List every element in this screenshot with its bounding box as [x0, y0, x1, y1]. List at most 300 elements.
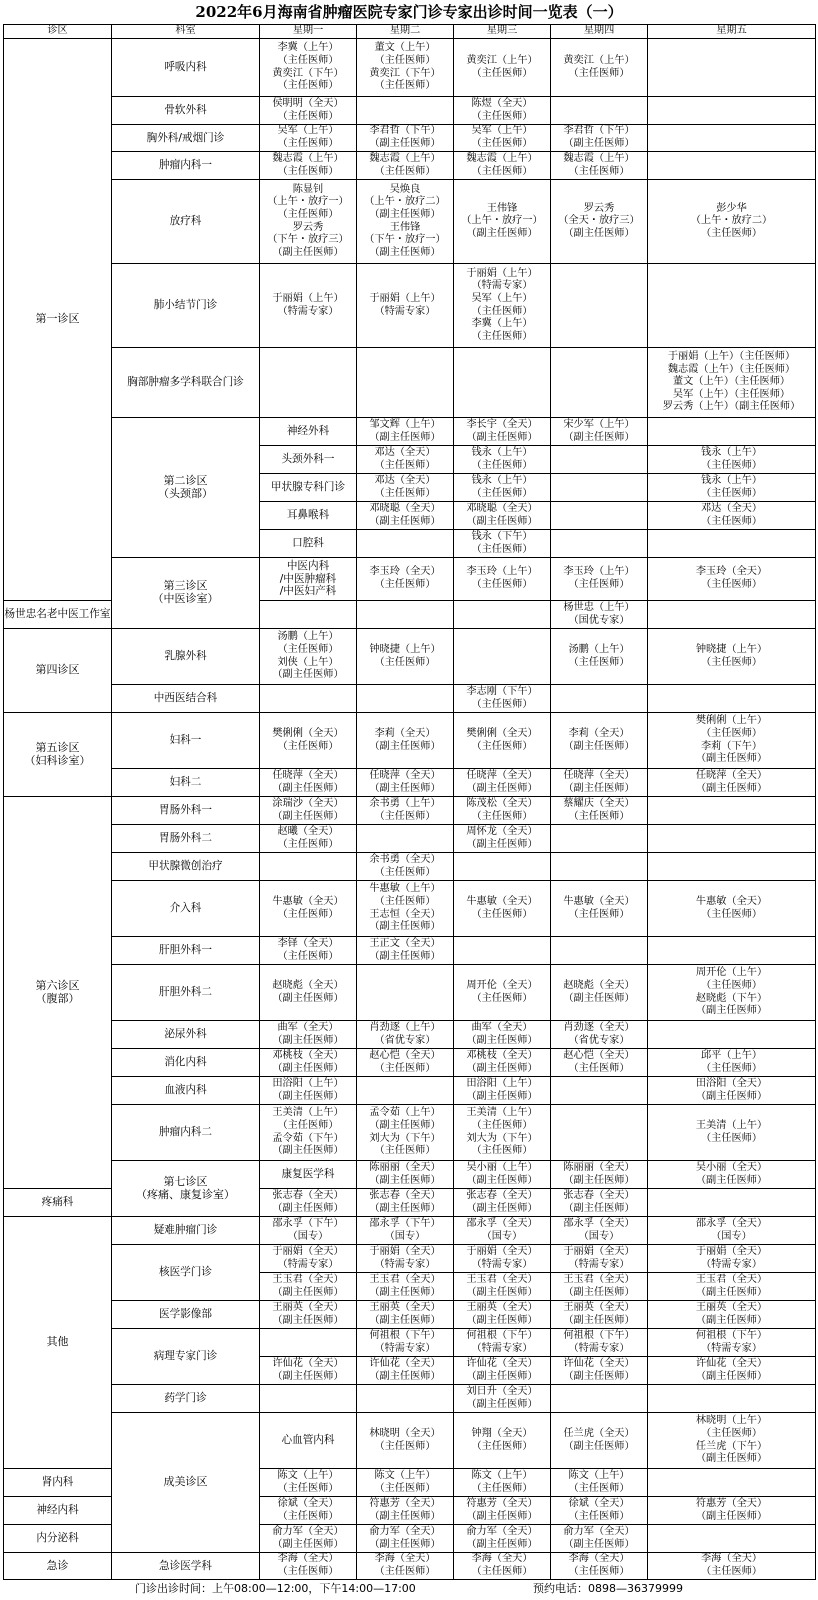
schedule-cell-monday [260, 1525, 357, 1553]
doctor-line: （副主任医师） [563, 992, 635, 1004]
dept-cell-line: 肝胆外科一 [159, 944, 212, 957]
doctor-line: （主任医师） [277, 54, 339, 66]
dept-cell-line: 医学影像部 [159, 1308, 212, 1321]
doctor-line: （主任医师） [700, 727, 763, 739]
doctor-line: 赵心恺（全天） [563, 1049, 635, 1061]
doctor-line: 李莉（全天） [568, 727, 630, 739]
doctor-line: （主任医师） [277, 80, 339, 92]
schedule-cell-monday [260, 1469, 357, 1497]
zone-cell-line: （疼痛、康复诊室） [136, 1187, 235, 1201]
dept-cell [112, 1217, 260, 1245]
dept-cell [4, 1497, 112, 1525]
schedule-cell-friday [648, 348, 816, 418]
header-zone: 诊区 [4, 25, 112, 39]
doctor-line: （上午・放疗一） [461, 215, 543, 227]
schedule-cell-friday [648, 797, 816, 825]
dept-cell-line: 肾内科 [41, 1476, 74, 1489]
schedule-cell-thursday [551, 97, 648, 125]
doctor-line: （上午・放疗二） [690, 215, 773, 227]
doctor-line: （副主任医师） [563, 227, 635, 239]
doctor-line: 周开伦（上午） [695, 967, 768, 979]
dept-cell-line: 肝胆外科二 [159, 986, 212, 999]
schedule-cell-friday [648, 1329, 816, 1357]
dept-cell [112, 1329, 260, 1385]
dept-cell-line: 内分泌科 [36, 1532, 79, 1545]
doctor-line: （副主任医师） [466, 1034, 538, 1046]
table-row [4, 1301, 816, 1329]
schedule-cell-friday [648, 152, 816, 180]
doctor-line: 罗云秀（上午）（副主任医师） [662, 401, 801, 413]
doctor-line: （主任医师） [568, 1510, 630, 1522]
schedule-cell-thursday [551, 881, 648, 937]
doctor-line: 陈茂松（全天） [466, 797, 538, 809]
doctor-line: 何祖根（下午） [563, 1329, 635, 1341]
dept-cell [260, 474, 357, 502]
dept-cell-line: 核医学门诊 [159, 1266, 212, 1279]
schedule-cell-friday [648, 937, 816, 965]
doctor-line: （副主任医师） [563, 1370, 635, 1382]
doctor-line: （主任医师） [568, 810, 630, 822]
doctor-line: （特需专家） [471, 280, 533, 292]
zone-cell [4, 713, 112, 797]
schedule-cell-wednesday [454, 1189, 551, 1217]
doctor-line: （副主任医师） [563, 1314, 635, 1326]
doctor-line: 徐斌（全天） [568, 1497, 630, 1509]
doctor-line: 俞力军（全天） [466, 1525, 538, 1537]
schedule-cell-friday [648, 1217, 816, 1245]
dept-cell-line: 胃肠外科二 [159, 832, 212, 845]
dept-cell [112, 348, 260, 418]
table-row [4, 1217, 816, 1245]
doctor-line: 汤鹏（上午） [277, 631, 339, 643]
doctor-line: 任兰虎（全天） [563, 1427, 635, 1439]
doctor-line: 于丽娟（上午） [369, 292, 441, 304]
schedule-cell-wednesday [454, 97, 551, 125]
doctor-line: 钱永（下午） [471, 530, 533, 542]
schedule-cell-wednesday [454, 629, 551, 685]
doctor-line: 钱永（上午） [700, 446, 763, 458]
doctor-line: （主任医师） [471, 305, 533, 317]
schedule-cell-monday [260, 965, 357, 1021]
doctor-line: 樊俐俐（上午） [695, 715, 768, 727]
schedule-cell-monday [357, 502, 454, 530]
schedule-table [3, 24, 816, 1580]
dept-cell [112, 39, 260, 97]
schedule-cell-friday [648, 1077, 816, 1105]
doctor-line: （副主任医师） [369, 138, 441, 149]
schedule-cell-thursday [551, 1245, 648, 1273]
doctor-line: 罗云秀 [292, 221, 324, 233]
dept-cell [4, 1469, 112, 1497]
schedule-cell-thursday [648, 418, 816, 446]
doctor-line: 邓桃枝（全天） [466, 1049, 538, 1061]
doctor-line: 李君哲（下午） [369, 125, 441, 137]
doctor-line: （主任医师） [277, 1566, 339, 1577]
doctor-line: 于丽娟（上午）（主任医师） [667, 351, 796, 363]
doctor-line: 魏志霞（上午） [369, 152, 441, 164]
doctor-line: （主任医师） [277, 1510, 339, 1522]
dept-cell-line: 呼吸内科 [164, 61, 207, 74]
dept-cell-line: 甲状腺专科门诊 [270, 481, 346, 494]
schedule-cell-wednesday [454, 1301, 551, 1329]
doctor-line: （主任医师） [471, 67, 533, 79]
doctor-line: （副主任医师） [695, 782, 768, 794]
schedule-cell-wednesday [454, 1553, 551, 1580]
doctor-line: （主任医师） [277, 838, 339, 850]
doctor-line: （副主任医师） [466, 838, 538, 850]
schedule-cell-thursday [551, 1525, 648, 1553]
doctor-line: （国专） [481, 1230, 523, 1242]
schedule-cell-wednesday [454, 1217, 551, 1245]
doctor-line: 黄奕江（下午） [369, 67, 441, 79]
schedule-cell-monday [260, 1105, 357, 1161]
doctor-line: 王丽英（全天） [272, 1301, 344, 1313]
schedule-cell-monday [260, 601, 357, 629]
schedule-cell-tuesday [357, 797, 454, 825]
schedule-cell-monday [260, 825, 357, 853]
schedule-cell-thursday [551, 797, 648, 825]
schedule-cell-tuesday [357, 1469, 454, 1497]
doctor-line: 李海（全天） [471, 1553, 533, 1565]
schedule-cell-friday [648, 1049, 816, 1077]
doctor-line: 王丽英（全天） [563, 1301, 635, 1313]
dept-cell [112, 797, 260, 825]
schedule-cell-wednesday [454, 685, 551, 713]
doctor-line: 李海（全天） [700, 1553, 763, 1565]
schedule-cell-tuesday [454, 558, 551, 601]
doctor-line: 王美清（上午） [272, 1107, 344, 1119]
schedule-cell-tuesday [454, 446, 551, 474]
schedule-cell-tuesday [357, 1217, 454, 1245]
schedule-cell-thursday [551, 965, 648, 1021]
dept-cell-line: 头颈外科一 [281, 453, 335, 466]
schedule-cell-monday [260, 1049, 357, 1077]
schedule-cell-tuesday [357, 1385, 454, 1413]
doctor-line: 吴军（上午） [471, 125, 533, 137]
doctor-line: 于丽娟（全天） [272, 1245, 344, 1257]
doctor-line: 许仙花（全天） [695, 1357, 768, 1369]
schedule-cell-friday [648, 1553, 816, 1580]
doctor-line: 邓达（全天） [700, 502, 763, 514]
doctor-line: （主任医师） [471, 810, 533, 822]
table-row [4, 152, 816, 180]
doctor-line: 孟令茹（上午） [369, 1107, 441, 1119]
schedule-cell-wednesday [454, 1329, 551, 1357]
table-row [4, 769, 816, 797]
doctor-line: 王丽英（全天） [466, 1301, 538, 1313]
schedule-cell-wednesday [454, 1357, 551, 1385]
schedule-cell-tuesday [357, 152, 454, 180]
schedule-cell-tuesday [454, 474, 551, 502]
doctor-line: 董文（上午）（主任医师） [672, 376, 791, 388]
doctor-line: 牛惠敏（全天） [695, 895, 768, 907]
schedule-cell-wednesday [454, 180, 551, 264]
doctor-line: （省优专家） [374, 1034, 436, 1046]
doctor-line: （主任医师） [700, 459, 763, 471]
doctor-line: （副主任医师） [272, 1286, 344, 1298]
zone-cell-line: 第七诊区 [163, 1174, 208, 1188]
schedule-cell-monday [357, 1161, 454, 1189]
doctor-line: 周怀龙（全天） [466, 825, 538, 837]
schedule-cell-thursday [551, 1553, 648, 1580]
dept-cell-line: 乳腺外科 [164, 650, 207, 663]
doctor-line: 黄奕江（上午） [563, 54, 635, 66]
schedule-cell-wednesday [454, 797, 551, 825]
doctor-line: （主任医师） [277, 208, 339, 220]
doctor-line: （副主任医师） [466, 1286, 538, 1298]
doctor-line: 肖劲逐（上午） [369, 1021, 441, 1033]
doctor-line: 王志恒（全天） [369, 908, 441, 920]
doctor-line: （副主任医师） [466, 1398, 538, 1410]
doctor-line: 王玉君（全天） [272, 1273, 344, 1285]
dept-cell-line: 药学门诊 [164, 1392, 207, 1405]
doctor-line: 魏志霞（上午） [466, 152, 538, 164]
schedule-cell-thursday [551, 264, 648, 348]
doctor-line: 董文（上午） [374, 42, 436, 54]
doctor-line: （副主任医师） [369, 1538, 441, 1550]
schedule-cell-monday [260, 125, 357, 152]
schedule-cell-wednesday [454, 769, 551, 797]
doctor-line: （主任医师） [471, 1145, 533, 1157]
schedule-cell-wednesday [454, 1049, 551, 1077]
dept-cell-line: 骨软外科 [164, 104, 207, 117]
table-row [4, 418, 816, 446]
doctor-line: 王伟锋 [486, 202, 518, 214]
doctor-line: （主任医师） [374, 579, 436, 590]
doctor-line: 吴军（上午） [277, 125, 339, 137]
schedule-cell-friday [648, 629, 816, 685]
header-wednesday: 星期三 [454, 25, 551, 39]
schedule-cell-monday [357, 446, 454, 474]
doctor-line: 张志春（全天） [369, 1189, 441, 1201]
doctor-line: 王美清（上午） [695, 1119, 768, 1131]
dept-cell [112, 180, 260, 264]
schedule-cell-wednesday [551, 418, 648, 446]
doctor-line: （主任医师） [277, 908, 339, 920]
schedule-cell-tuesday [357, 125, 454, 152]
doctor-line: 侯明明（全天） [272, 97, 344, 109]
schedule-cell-monday [260, 39, 357, 97]
doctor-line: 俞力军（全天） [563, 1525, 635, 1537]
dept-cell [112, 881, 260, 937]
schedule-cell-monday [260, 1357, 357, 1385]
doctor-line: （副主任医师） [369, 515, 441, 527]
zone-cell-line: 其他 [46, 1335, 69, 1349]
dept-cell [112, 853, 260, 881]
doctor-line: （主任医师） [374, 459, 436, 471]
doctor-line: （主任医师） [374, 810, 436, 822]
doctor-line: 罗云秀 [583, 202, 615, 214]
table-row [4, 558, 816, 601]
doctor-line: 于丽娟（全天） [563, 1245, 635, 1257]
doctor-line: （副主任医师） [272, 246, 344, 258]
schedule-cell-thursday [551, 1301, 648, 1329]
schedule-cell-wednesday [454, 1385, 551, 1413]
schedule-cell-thursday [648, 446, 816, 474]
doctor-line: （副主任医师） [369, 782, 441, 794]
dept-cell [112, 1245, 260, 1301]
doctor-line: 王美清（上午） [466, 1107, 538, 1119]
schedule-cell-thursday [648, 1413, 816, 1469]
doctor-line: 王丽英（全天） [369, 1301, 441, 1313]
schedule-cell-monday [260, 1497, 357, 1525]
doctor-line: 任晓萍（全天） [695, 769, 768, 781]
doctor-line: 吴焕良 [389, 183, 421, 195]
doctor-line: （副主任医师） [563, 1202, 635, 1214]
header-thursday: 星期四 [551, 25, 648, 39]
schedule-cell-monday [260, 97, 357, 125]
doctor-line: 吴军（上午）（主任医师） [672, 388, 791, 400]
doctor-line: （特需专家） [374, 305, 436, 317]
dept-cell [4, 1525, 112, 1553]
doctor-line: 邓晓聪（全天） [369, 502, 441, 514]
schedule-cell-thursday [551, 180, 648, 264]
dept-cell [112, 264, 260, 348]
schedule-cell-monday [260, 1189, 357, 1217]
doctor-line: （主任医师） [471, 908, 533, 920]
zone-cell-line: 第六诊区 [35, 978, 80, 992]
doctor-line: （副主任医师） [563, 431, 635, 443]
schedule-cell-wednesday [551, 502, 648, 530]
doctor-line: （主任医师） [568, 1482, 630, 1494]
table-row [4, 629, 816, 685]
schedule-cell-tuesday [454, 1413, 551, 1469]
doctor-line: （主任医师） [471, 740, 533, 752]
schedule-cell-wednesday [454, 1497, 551, 1525]
schedule-cell-tuesday [357, 1273, 454, 1301]
table-row [4, 348, 816, 418]
doctor-line: （副主任医师） [369, 1314, 441, 1326]
doctor-line: 杨世忠（上午） [563, 601, 635, 613]
schedule-cell-wednesday [454, 937, 551, 965]
schedule-cell-friday [648, 125, 816, 152]
schedule-cell-thursday [551, 125, 648, 152]
zone-cell [4, 797, 112, 1189]
doctor-line: （上午・放疗二） [364, 196, 446, 208]
zone-cell [4, 1217, 112, 1469]
doctor-line: （主任医师） [374, 1482, 436, 1494]
dept-cell-line: 神经外科 [286, 425, 330, 438]
doctor-line: （副主任医师） [272, 1538, 344, 1550]
doctor-line: （主任医师） [374, 80, 436, 92]
doctor-line: （副主任医师） [369, 950, 441, 962]
doctor-line: 钱永（上午） [700, 474, 763, 486]
schedule-cell-thursday [551, 937, 648, 965]
header-monday: 星期一 [260, 25, 357, 39]
dept-cell-line: 放疗科 [169, 215, 202, 228]
header-friday: 星期五 [648, 25, 816, 39]
doctor-line: （副主任医师） [563, 138, 635, 149]
schedule-cell-friday [648, 39, 816, 97]
schedule-cell-wednesday [454, 39, 551, 97]
doctor-line: 何祖根（下午） [466, 1329, 538, 1341]
schedule-cell-thursday [551, 853, 648, 881]
schedule-cell-thursday [551, 685, 648, 713]
doctor-line: （副主任医师） [563, 1538, 635, 1550]
doctor-line: 任晓萍（全天） [272, 769, 344, 781]
schedule-cell-thursday [648, 1161, 816, 1189]
dept-cell [112, 97, 260, 125]
doctor-line: （主任医师） [568, 579, 630, 590]
doctor-line: （副主任医师） [272, 1034, 344, 1046]
dept-cell-line: 肺小结节门诊 [153, 299, 218, 312]
schedule-cell-thursday [551, 348, 648, 418]
schedule-cell-friday [648, 685, 816, 713]
doctor-line: （主任医师） [374, 165, 436, 177]
zone-cell [112, 418, 260, 558]
schedule-cell-monday [260, 264, 357, 348]
doctor-line: （特需专家） [374, 1258, 436, 1270]
schedule-cell-thursday [551, 601, 648, 629]
schedule-cell-wednesday [454, 1021, 551, 1049]
dept-cell [112, 1553, 260, 1580]
doctor-line: （副主任医师） [466, 1314, 538, 1326]
doctor-line: 于丽娟（上午） [272, 292, 344, 304]
schedule-cell-thursday [551, 39, 648, 97]
table-row [4, 1385, 816, 1413]
schedule-cell-tuesday [357, 769, 454, 797]
doctor-line: （副主任医师） [695, 1286, 768, 1298]
schedule-cell-tuesday [357, 1301, 454, 1329]
schedule-cell-wednesday [551, 446, 648, 474]
doctor-line: 肖劲逐（全天） [563, 1021, 635, 1033]
doctor-line: 张志春（全天） [272, 1189, 344, 1201]
doctor-line: （主任医师） [374, 1566, 436, 1577]
doctor-line: （副主任医师） [272, 1062, 344, 1074]
doctor-line: 田浴阳（全天） [695, 1077, 768, 1089]
schedule-cell-tuesday [357, 264, 454, 348]
schedule-cell-thursday [551, 1469, 648, 1497]
table-row [4, 713, 816, 769]
doctor-line: 牛惠敏（全天） [272, 895, 344, 907]
doctor-line: 符惠芳（全天） [369, 1497, 441, 1509]
schedule-cell-wednesday [454, 713, 551, 769]
dept-cell-line: 中西医结合科 [153, 692, 218, 705]
schedule-cell-thursday [551, 152, 648, 180]
schedule-cell-wednesday [551, 558, 648, 601]
schedule-cell-tuesday [357, 97, 454, 125]
doctor-line: （副主任医师） [695, 1005, 768, 1017]
schedule-cell-friday [648, 1301, 816, 1329]
schedule-cell-wednesday [551, 530, 648, 558]
schedule-cell-wednesday [454, 1525, 551, 1553]
doctor-line: 钱永（上午） [471, 446, 533, 458]
doctor-line: （全天・放疗三） [558, 215, 640, 227]
doctor-line: 陈煜（全天） [471, 97, 533, 109]
doctor-line: 余书勇（全天） [369, 853, 441, 865]
schedule-cell-tuesday [357, 1189, 454, 1217]
doctor-line: （主任医师） [568, 165, 630, 177]
zone-cell-line: 第二诊区 [163, 473, 208, 487]
schedule-cell-thursday [551, 1189, 648, 1217]
schedule-cell-friday [648, 713, 816, 769]
doctor-line: 符惠芳（全天） [695, 1497, 768, 1509]
doctor-line: 邓晓聪（全天） [466, 502, 538, 514]
header-tuesday: 星期二 [357, 25, 454, 39]
dept-cell-line: 泌尿外科 [164, 1028, 207, 1041]
doctor-line: 周开伦（全天） [466, 979, 538, 991]
schedule-cell-thursday [648, 474, 816, 502]
schedule-cell-tuesday [357, 937, 454, 965]
doctor-line: 邵永孚（全天） [695, 1217, 768, 1229]
schedule-cell-monday [260, 1329, 357, 1357]
doctor-line: （副主任医师） [369, 1510, 441, 1522]
doctor-line: （特需专家） [568, 1342, 630, 1354]
doctor-line: （副主任医师） [369, 1202, 441, 1214]
doctor-line: 王丽英（全天） [695, 1301, 768, 1313]
table-row [4, 39, 816, 97]
schedule-cell-tuesday [357, 965, 454, 1021]
